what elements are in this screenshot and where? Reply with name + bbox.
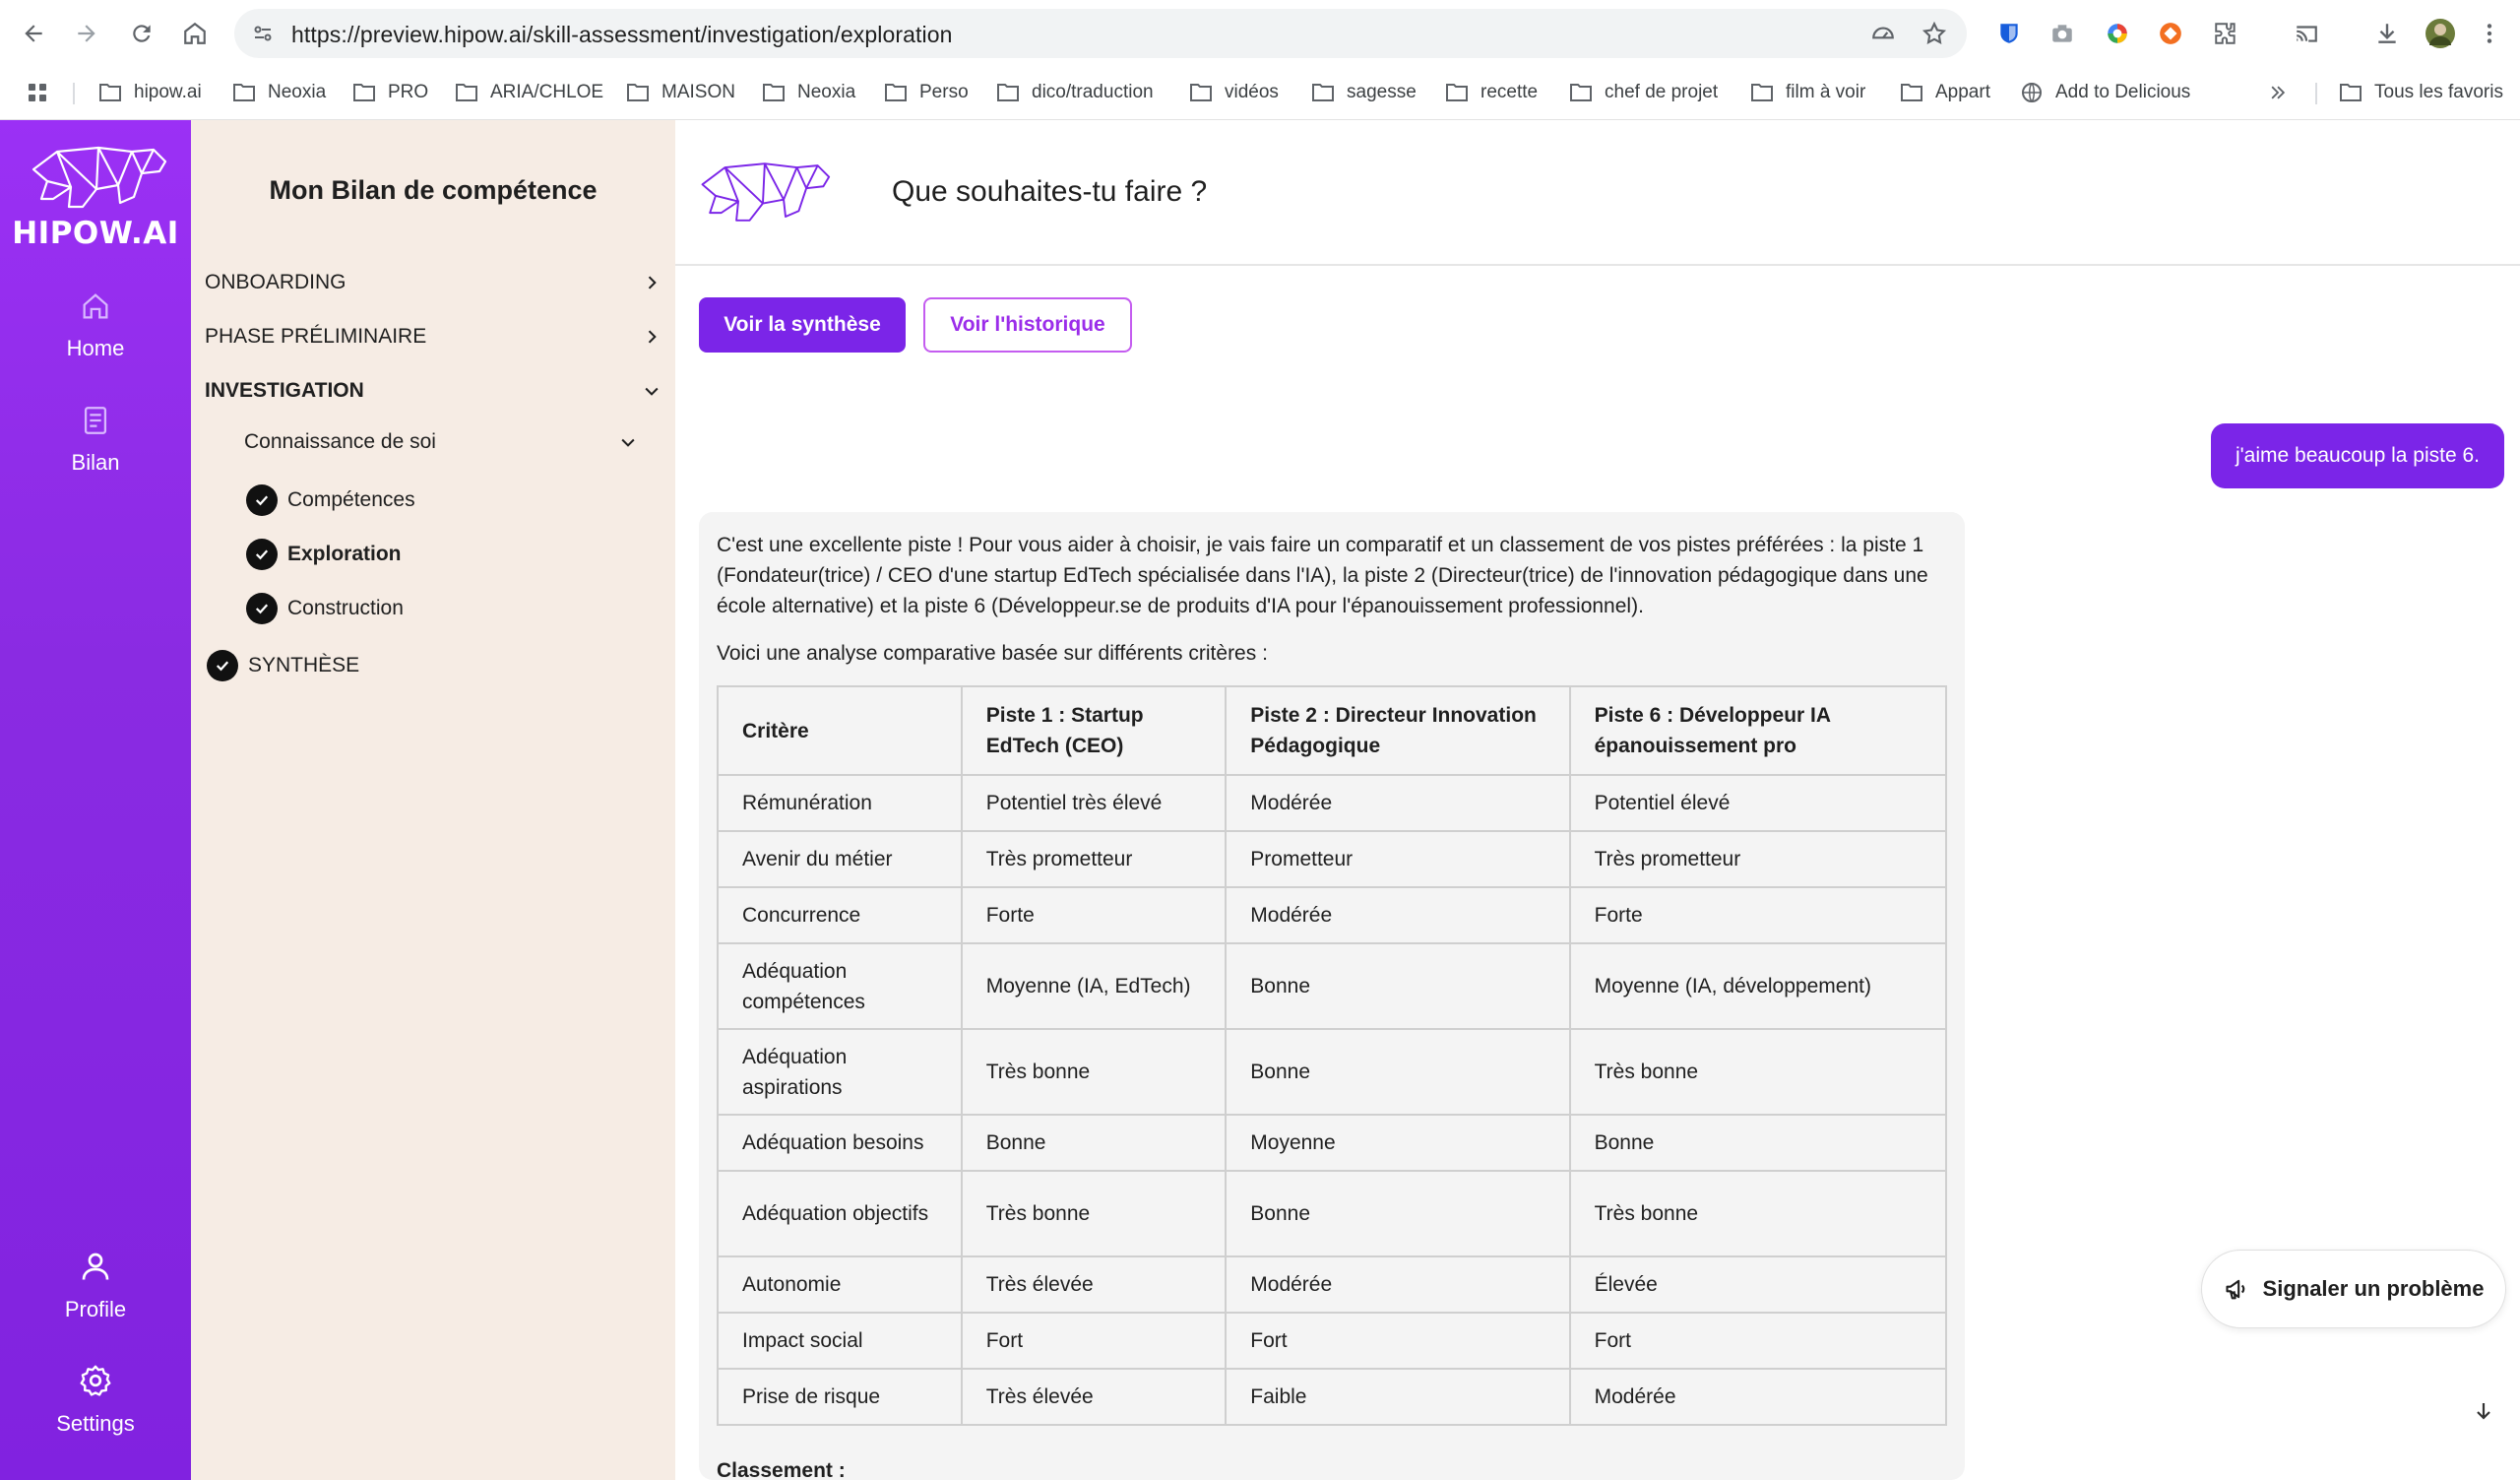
folder-icon: [1900, 82, 1923, 103]
page-header: [675, 120, 2520, 266]
bookmark-item[interactable]: [762, 77, 855, 108]
table-row: [718, 1256, 1946, 1313]
assistant-intro-text: C'est une excellente piste ! Pour vous aider à choisir, je vais faire un comparatif et un classement de vos pistes préférées : la piste 1 (Fondateur(trice) / CEO d'une startup EdTech spécialisée dans l'IA), la piste 2 (Directeur(trice) de l'innovation pédagogique dans une école alternative) et la piste 6 (Développeur.se de produits d'IA pour l'épanouissement professionnel).: [717, 534, 1928, 617]
page-title: Que souhaites-tu faire ?: [892, 175, 1208, 208]
table-cell: Très bonne: [1570, 1171, 1946, 1256]
color-picker-icon[interactable]: [2101, 17, 2134, 50]
sidebar-item-label: INVESTIGATION: [205, 379, 364, 402]
folder-icon: [1750, 82, 1774, 103]
table-cell: Moyenne (IA, développement): [1570, 943, 1946, 1029]
bookmark-label: vidéos: [1225, 82, 1279, 102]
folder-icon: [996, 82, 1020, 103]
folder-icon: [1569, 82, 1593, 103]
chevron-right-icon: [642, 273, 662, 292]
table-cell: Avenir du métier: [718, 831, 962, 887]
extension-orange-icon[interactable]: [2154, 17, 2187, 50]
bookmark-label: Add to Delicious: [2055, 82, 2191, 102]
chevron-right-icon: [642, 327, 662, 347]
table-cell: Rémunération: [718, 775, 962, 831]
home-icon[interactable]: [175, 14, 215, 53]
step-label: Construction: [287, 597, 404, 619]
folder-icon: [762, 82, 786, 103]
table-cell: Bonne: [1226, 943, 1569, 1029]
polar-bear-icon: [691, 158, 833, 226]
step-competences[interactable]: [246, 481, 415, 520]
nav-rail: [0, 120, 191, 1480]
star-icon[interactable]: [1922, 21, 1947, 46]
table-header-row: [718, 686, 1946, 775]
url-text[interactable]: https://preview.hipow.ai/skill-assessment/investigation/exploration: [291, 22, 953, 47]
bookmark-item[interactable]: [352, 77, 428, 108]
user-message-bubble: j'aime beaucoup la piste 6.: [2211, 423, 2504, 488]
table-cell: Fort: [962, 1313, 1227, 1369]
bookmark-item[interactable]: [626, 77, 735, 108]
camera-icon[interactable]: [2046, 17, 2079, 50]
chevron-down-icon: [618, 432, 638, 452]
table-row: [718, 943, 1946, 1029]
nav-profile[interactable]: [0, 1249, 191, 1322]
table-cell: Faible: [1226, 1369, 1569, 1425]
bookmark-label: dico/traduction: [1032, 82, 1154, 102]
bookmark-label: MAISON: [662, 82, 735, 102]
sidebar-item-connaissance[interactable]: [244, 422, 638, 462]
bookmark-item[interactable]: [232, 77, 326, 108]
bookmark-label: Appart: [1935, 82, 1990, 102]
table-cell: Bonne: [1570, 1115, 1946, 1171]
table-header-cell: Piste 6 : Développeur IA épanouissement pro: [1570, 686, 1946, 775]
globe-icon: [2020, 81, 2044, 104]
sidebar-item-onboarding[interactable]: [205, 263, 662, 302]
check-circle-icon: [246, 484, 278, 516]
step-label: Compétences: [287, 488, 415, 511]
table-cell: Élevée: [1570, 1256, 1946, 1313]
sidebar-item-synthese[interactable]: [207, 646, 359, 685]
megaphone-icon: [2224, 1275, 2251, 1303]
sidebar-title: Mon Bilan de compétence: [269, 175, 598, 205]
folder-icon: [232, 82, 256, 103]
nav-bilan-label: Bilan: [71, 450, 120, 475]
folder-icon: [2339, 82, 2362, 103]
user-icon: [78, 1249, 113, 1284]
bookmark-label: recette: [1480, 82, 1539, 102]
sidebar: [191, 120, 675, 1480]
table-cell: Adéquation aspirations: [718, 1029, 962, 1115]
folder-icon: [352, 82, 376, 103]
bookmark-item[interactable]: [996, 77, 1154, 108]
sidebar-item-label: ONBOARDING: [205, 271, 346, 293]
bookmark-label: Neoxia: [268, 82, 327, 102]
logo-text: HIPOW.AI: [12, 216, 179, 251]
cast-icon[interactable]: [2290, 17, 2323, 50]
nav-profile-label: Profile: [64, 1297, 127, 1321]
bookmark-item[interactable]: [98, 77, 202, 108]
bookmark-item[interactable]: [1750, 77, 1865, 108]
table-cell: Très bonne: [962, 1029, 1227, 1115]
table-cell: Bonne: [962, 1115, 1227, 1171]
table-row: [718, 887, 1946, 943]
table-cell: Adéquation besoins: [718, 1115, 962, 1171]
forward-icon[interactable]: [67, 14, 106, 53]
comparison-table: [717, 685, 1947, 1426]
chevron-down-icon: [642, 381, 662, 401]
bookmark-label: film à voir: [1786, 82, 1866, 102]
bitwarden-icon[interactable]: [1992, 17, 2026, 50]
view-synthesis-button[interactable]: Voir la synthèse: [699, 297, 906, 353]
table-cell: Fort: [1226, 1313, 1569, 1369]
bookmark-item[interactable]: [884, 77, 969, 108]
check-circle-icon: [246, 593, 278, 624]
table-cell: Très bonne: [962, 1171, 1227, 1256]
table-cell: Modérée: [1226, 775, 1569, 831]
divider: [2315, 83, 2317, 104]
bookmark-label: chef de projet: [1605, 82, 1719, 102]
view-history-button[interactable]: Voir l'historique: [923, 297, 1132, 353]
table-row: [718, 1115, 1946, 1171]
folder-icon: [626, 82, 650, 103]
avatar[interactable]: [2424, 17, 2457, 50]
bookmark-label: PRO: [388, 82, 429, 102]
report-problem-label: Signaler un problème: [2262, 1276, 2485, 1301]
step-label: Exploration: [287, 543, 402, 565]
ranking-heading: Classement :: [717, 1459, 846, 1480]
table-cell: Prise de risque: [718, 1369, 962, 1425]
table-cell: Modérée: [1570, 1369, 1946, 1425]
performance-icon[interactable]: [1870, 21, 1896, 46]
table-cell: Modérée: [1226, 1256, 1569, 1313]
table-cell: Moyenne: [1226, 1115, 1569, 1171]
bookmarks-bar: [0, 67, 2520, 120]
scroll-down-arrow-icon[interactable]: [2469, 1396, 2498, 1426]
table-cell: Adéquation objectifs: [718, 1171, 962, 1256]
table-header-cell: Piste 2 : Directeur Innovation Pédagogique: [1226, 686, 1569, 775]
main-content: [675, 120, 2520, 1480]
browser-toolbar: [0, 0, 2520, 67]
nav-home-label: Home: [66, 336, 125, 360]
nav-home[interactable]: [0, 290, 191, 361]
assistant-analysis-text: Voici une analyse comparative basée sur différents critères :: [717, 642, 1268, 665]
table-row: [718, 775, 1946, 831]
divider: [73, 83, 75, 104]
table-cell: Forte: [1570, 887, 1946, 943]
table-cell: Très prometteur: [1570, 831, 1946, 887]
logo[interactable]: [12, 142, 179, 251]
check-circle-icon: [207, 650, 238, 681]
bookmark-label: Perso: [919, 82, 969, 102]
bookmark-item[interactable]: [2020, 77, 2190, 108]
nav-settings[interactable]: [0, 1363, 191, 1437]
folder-icon: [98, 82, 122, 103]
table-cell: Fort: [1570, 1313, 1946, 1369]
sidebar-item-label: SYNTHÈSE: [248, 654, 360, 676]
back-icon[interactable]: [14, 14, 53, 53]
table-row: [718, 1313, 1946, 1369]
report-problem-button[interactable]: [2201, 1250, 2506, 1328]
download-icon[interactable]: [2370, 17, 2404, 50]
table-header-cell: Critère: [718, 686, 962, 775]
table-header-cell: Piste 1 : Startup EdTech (CEO): [962, 686, 1227, 775]
folder-icon: [1311, 82, 1335, 103]
home-icon: [79, 290, 112, 323]
menu-kebab-icon[interactable]: [2473, 17, 2506, 50]
table-cell: Très élevée: [962, 1256, 1227, 1313]
address-bar[interactable]: [234, 9, 1967, 58]
table-row: [718, 1369, 1946, 1425]
table-cell: Concurrence: [718, 887, 962, 943]
sidebar-item-label: Connaissance de soi: [244, 430, 436, 453]
table-cell: Très élevée: [962, 1369, 1227, 1425]
folder-icon: [455, 82, 478, 103]
polar-bear-logo-icon: [22, 142, 169, 213]
table-cell: Moyenne (IA, EdTech): [962, 943, 1227, 1029]
sidebar-item-label: PHASE PRÉLIMINAIRE: [205, 325, 427, 348]
bookmark-item[interactable]: [1569, 77, 1718, 108]
gear-icon: [78, 1363, 113, 1398]
table-cell: Adéquation compétences: [718, 943, 962, 1029]
bookmark-item[interactable]: [1900, 77, 1990, 108]
bookmark-label: hipow.ai: [134, 82, 202, 102]
table-cell: Forte: [962, 887, 1227, 943]
other-bookmarks[interactable]: [2339, 77, 2503, 108]
folder-icon: [1189, 82, 1213, 103]
more-bookmarks-icon[interactable]: [2268, 77, 2300, 108]
nav-settings-label: Settings: [56, 1411, 135, 1436]
bookmark-item[interactable]: [1311, 77, 1417, 108]
folder-icon: [1445, 82, 1469, 103]
table-row: [718, 1029, 1946, 1115]
reload-icon[interactable]: [122, 14, 161, 53]
apps-grid-icon[interactable]: [26, 77, 61, 108]
table-row: [718, 831, 1946, 887]
step-exploration[interactable]: [246, 535, 402, 574]
table-cell: Autonomie: [718, 1256, 962, 1313]
bookmark-label: sagesse: [1347, 82, 1417, 102]
site-info-icon[interactable]: [250, 21, 276, 46]
bookmark-item[interactable]: [1189, 77, 1279, 108]
nav-bilan[interactable]: [0, 404, 191, 476]
table-cell: Potentiel élevé: [1570, 775, 1946, 831]
sidebar-item-preliminaire[interactable]: [205, 317, 662, 356]
folder-icon: [884, 82, 908, 103]
document-icon: [79, 404, 112, 437]
sidebar-item-investigation[interactable]: [205, 371, 662, 411]
step-construction[interactable]: [246, 589, 404, 628]
bookmark-item[interactable]: [1445, 77, 1538, 108]
table-cell: Modérée: [1226, 887, 1569, 943]
bookmark-label: ARIA/CHLOE: [490, 82, 604, 102]
table-cell: Impact social: [718, 1313, 962, 1369]
table-cell: Potentiel très élevé: [962, 775, 1227, 831]
assistant-message-bubble: [699, 512, 1965, 1480]
table-cell: Prometteur: [1226, 831, 1569, 887]
table-cell: Bonne: [1226, 1029, 1569, 1115]
table-cell: Très prometteur: [962, 831, 1227, 887]
bookmark-label: Tous les favoris: [2374, 82, 2503, 102]
extensions-icon[interactable]: [2209, 17, 2242, 50]
bookmark-label: Neoxia: [797, 82, 856, 102]
check-circle-icon: [246, 539, 278, 570]
table-cell: Très bonne: [1570, 1029, 1946, 1115]
table-row: [718, 1171, 1946, 1256]
table-cell: Bonne: [1226, 1171, 1569, 1256]
bookmark-item[interactable]: [455, 77, 603, 108]
